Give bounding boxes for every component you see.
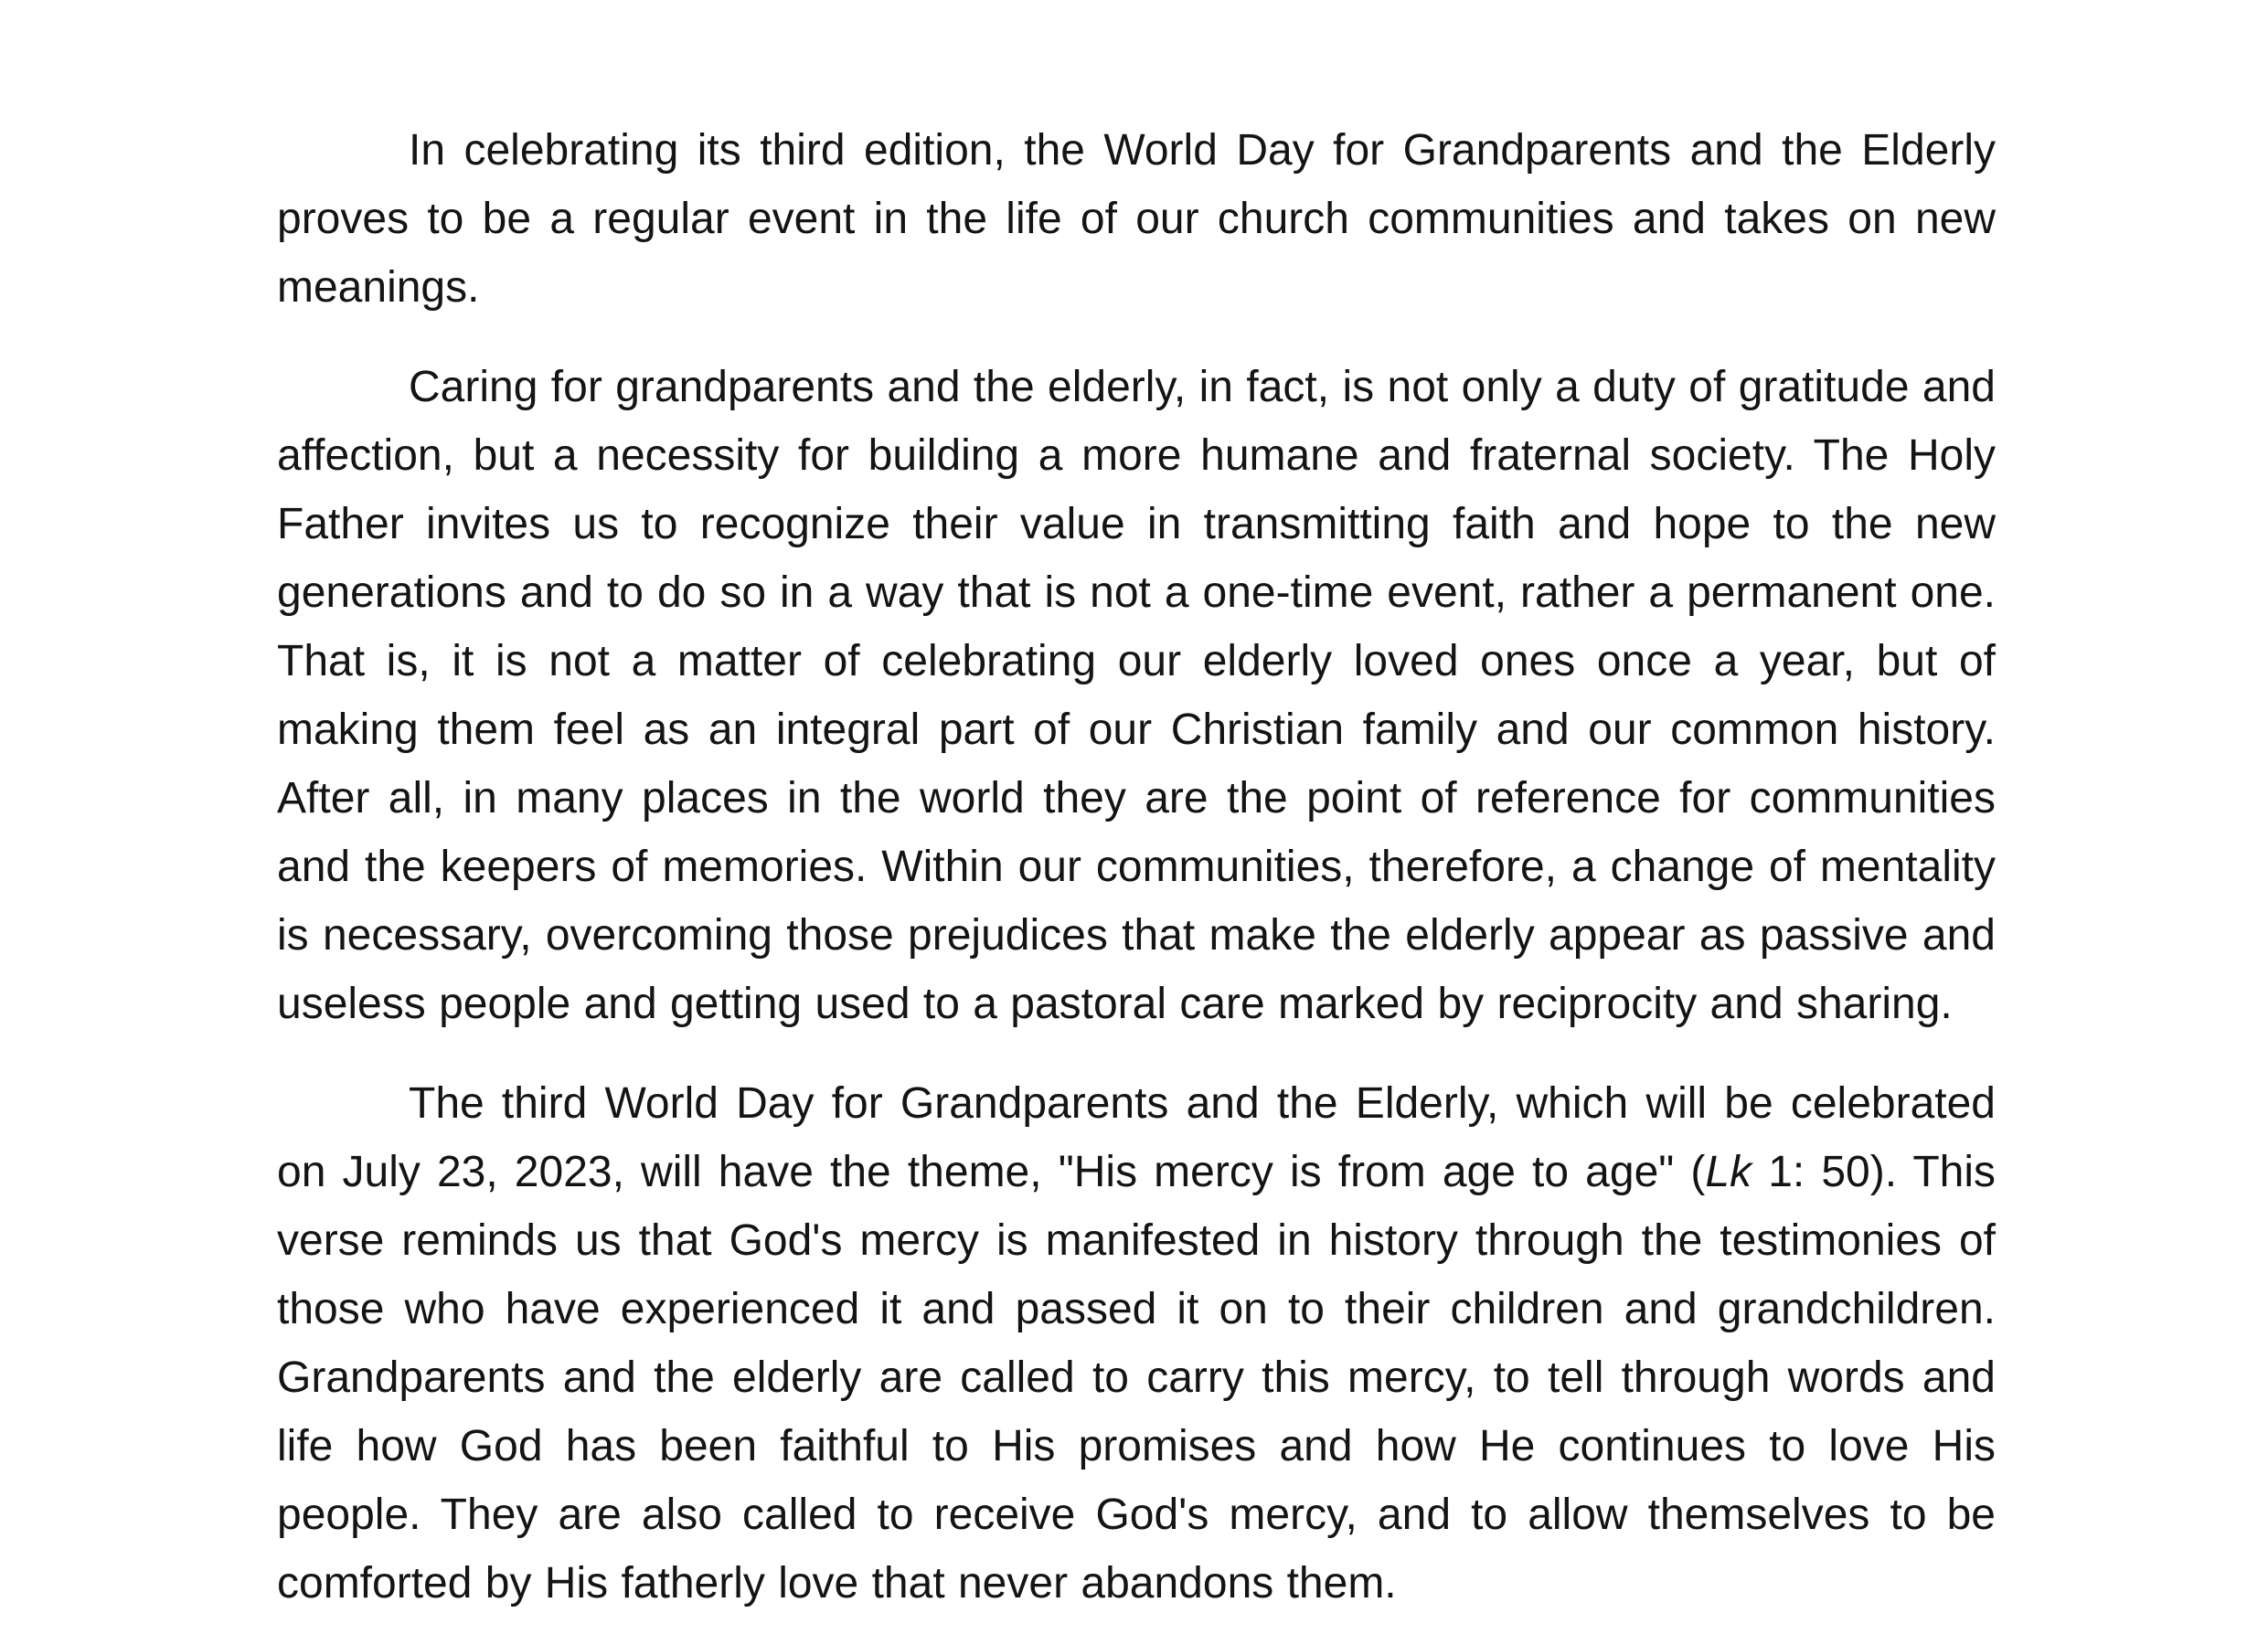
paragraph-text-after-citation: 1: 50). This verse reminds us that God's mercy is manifested in history through the testimonies of those who have experienced it and passed it on to their children and grandchildren. Grandparents and the elderly are called to carry this mercy, to tell through words and life how God has been faithful to His promises and how He continues to love His people. They are also called to receive God's mercy, and to allow themselves to be comforted by His fatherly love that never abandons them. bbox=[277, 1148, 1996, 1608]
document-body bbox=[277, 116, 1996, 1618]
paragraph-intro: In celebrating its third edition, the World Day for Grandparents and the Elderly proves to be a regular event in the life of our church communities and takes on new meanings. bbox=[277, 126, 1996, 312]
paragraph-text-before-citation: The third World Day for Grandparents and the Elderly, which will be celebrated on July 23, 2023, will have the theme, "His mercy is from age to age" ( bbox=[277, 1079, 1996, 1196]
paragraph-caring-for-grandparents: Caring for grandparents and the elderly, in fact, is not only a duty of gratitude and affection, but a necessity for building a more humane and fraternal society. The Holy Father invites us to recognize their value in transmitting faith and hope to the new generations and to do so in a way that is not a one-time event, rather a permanent one. That is, it is not a matter of celebrating our elderly loved ones once a year, but of making them feel as an integral part of our Christian family and our common history. After all, in many places in the world they are the point of reference for communities and the keepers of memories. Within our communities, therefore, a change of mentality is necessary, overcoming those prejudices that make the elderly appear as passive and useless people and getting used to a pastoral care marked by reciprocity and sharing. bbox=[277, 363, 1996, 1028]
paragraph-third-world-day bbox=[277, 1069, 1996, 1618]
citation-book-abbreviation: Lk bbox=[1705, 1148, 1752, 1196]
